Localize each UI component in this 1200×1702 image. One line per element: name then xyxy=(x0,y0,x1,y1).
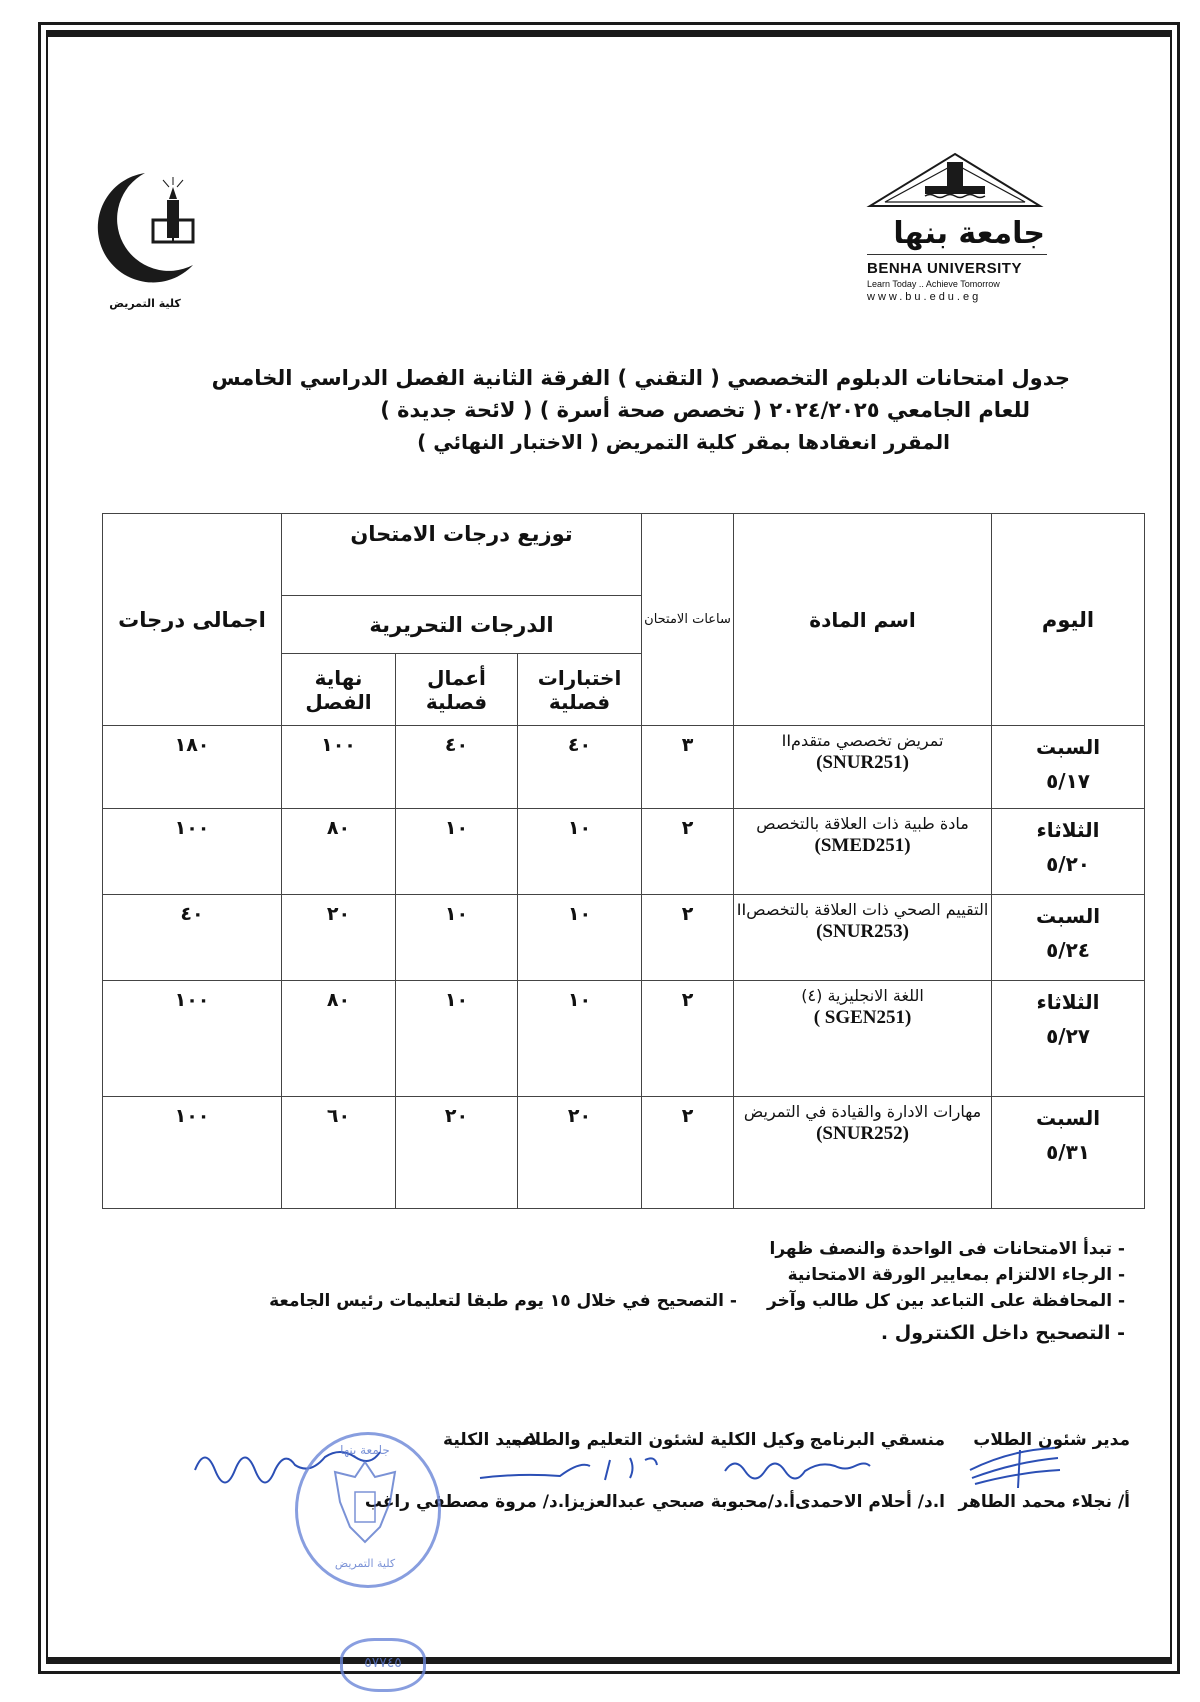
course-code: (SMED251) xyxy=(814,835,911,856)
title-line-3: المقرر انعقادها بمقر كلية التمريض ( الاختبار النهائي ) xyxy=(417,430,950,454)
final-cell: ٢٠ xyxy=(282,895,396,981)
note-text: - التصحيح في خلال ١٥ يوم طبقا لتعليمات رئيس الجامعة xyxy=(269,1291,737,1311)
header-distribution: توزيع درجات الامتحان xyxy=(282,514,642,596)
total-cell: ١٠٠ xyxy=(103,981,282,1097)
header-day: اليوم xyxy=(992,514,1145,726)
pyramid-emblem-icon xyxy=(845,150,1065,212)
periodic-tests-cell: ٤٠ xyxy=(518,726,642,809)
day-name: السبت xyxy=(1036,1106,1101,1130)
periodic-tests-cell: ١٠ xyxy=(518,895,642,981)
final-cell: ٨٠ xyxy=(282,981,396,1097)
signatory-name: أ/ نجلاء محمد الطاهر xyxy=(958,1492,1130,1512)
university-name-arabic: جامعة بنها xyxy=(893,216,1045,251)
university-website: www.bu.edu.eg xyxy=(867,291,982,303)
table-row xyxy=(103,1097,1145,1209)
subject-name: اللغة الانجليزية (٤) xyxy=(801,986,924,1005)
header-written: الدرجات التحريرية xyxy=(282,596,642,654)
exam-date: ٥/١٧ xyxy=(1046,769,1090,793)
total-cell: ١٠٠ xyxy=(103,809,282,895)
periodic-work-cell: ١٠ xyxy=(396,809,518,895)
hours-cell: ٢ xyxy=(642,895,734,981)
exam-date: ٥/٢٠ xyxy=(1046,852,1090,876)
header-subject: اسم المادة xyxy=(734,514,992,726)
day-cell xyxy=(992,1097,1145,1209)
day-cell xyxy=(992,726,1145,809)
periodic-work-cell: ١٠ xyxy=(396,981,518,1097)
crescent-book-icon xyxy=(75,165,215,290)
document-title-block xyxy=(150,362,1080,458)
hours-cell: ٢ xyxy=(642,809,734,895)
university-logo xyxy=(845,150,1065,303)
number-stamp: ٥٧٧٤٥ xyxy=(340,1638,426,1692)
header-periodic-tests: اختبارات فصلية xyxy=(518,654,642,726)
day-name: الثلاثاء xyxy=(1036,990,1100,1014)
faculty-logo-caption: كلية التمريض xyxy=(109,297,181,310)
course-code: (SNUR253) xyxy=(816,921,909,942)
hours-cell: ٢ xyxy=(642,1097,734,1209)
table-row xyxy=(103,809,1145,895)
subject-name: مهارات الادارة والقيادة في التمريض xyxy=(743,1102,982,1121)
table-row xyxy=(103,895,1145,981)
day-cell xyxy=(992,981,1145,1097)
final-cell: ١٠٠ xyxy=(282,726,396,809)
subject-name: تمريض تخصصي متقدمII xyxy=(781,731,944,750)
signatory-name: ا.د/ أحلام الاحمدى xyxy=(794,1492,945,1512)
subject-name: مادة طبية ذات العلاقة بالتخصص xyxy=(756,814,969,833)
signatory-name: أ.د/محبوبة صبحي عبدالعزيز xyxy=(568,1492,795,1512)
title-line-1: جدول امتحانات الدبلوم التخصصي ( التقني ) الفرقة الثانية الفصل الدراسي الخامس xyxy=(211,366,1070,390)
note-item: - التصحيح داخل الكنترول . xyxy=(880,1322,1125,1344)
logo-divider xyxy=(867,254,1047,255)
subject-cell xyxy=(734,726,992,809)
hours-cell: ٣ xyxy=(642,726,734,809)
day-name: السبت xyxy=(1036,735,1101,759)
handwritten-signature-icon xyxy=(470,1450,670,1490)
title-line-2: للعام الجامعي ٢٠٢٤/٢٠٢٥ ( تخصص صحة أسرة ) ( لائحة جديدة ) xyxy=(380,398,1030,422)
exam-date: ٥/٣١ xyxy=(1046,1140,1090,1164)
subject-cell xyxy=(734,981,992,1097)
exam-date: ٥/٢٧ xyxy=(1046,1024,1090,1048)
subject-cell xyxy=(734,895,992,981)
signature-title: مدير شئون الطلاب xyxy=(973,1430,1130,1450)
exam-date: ٥/٢٤ xyxy=(1046,938,1090,962)
day-cell xyxy=(992,895,1145,981)
total-cell: ١٠٠ xyxy=(103,1097,282,1209)
periodic-work-cell: ٢٠ xyxy=(396,1097,518,1209)
hours-cell: ٢ xyxy=(642,981,734,1097)
handwritten-signature-icon xyxy=(720,1446,890,1486)
signature-title: منسقي البرنامج xyxy=(809,1430,945,1450)
seal-bottom-text: كلية التمريض xyxy=(334,1557,396,1570)
day-cell xyxy=(992,809,1145,895)
periodic-tests-cell: ٢٠ xyxy=(518,1097,642,1209)
total-cell: ١٨٠ xyxy=(103,726,282,809)
university-tagline: Learn Today .. Achieve Tomorrow xyxy=(867,279,1000,289)
note-item: - الرجاء الالتزام بمعايير الورقة الامتحانية xyxy=(787,1265,1125,1285)
header-periodic-work: أعمال فصلية xyxy=(396,654,518,726)
subject-cell xyxy=(734,1097,992,1209)
course-code: ( SGEN251) xyxy=(813,1007,912,1028)
handwritten-signature-icon xyxy=(960,1440,1070,1490)
eagle-emblem-icon xyxy=(295,1432,435,1582)
seal-top-text: جامعة بنها xyxy=(340,1443,390,1457)
subject-cell xyxy=(734,809,992,895)
course-code: (SNUR251) xyxy=(816,752,909,773)
university-name-english: BENHA UNIVERSITY xyxy=(867,260,1022,277)
periodic-tests-cell: ١٠ xyxy=(518,981,642,1097)
official-seal-stamp xyxy=(295,1432,441,1588)
note-item: - تبدأ الامتحانات فى الواحدة والنصف ظهرا xyxy=(769,1239,1125,1259)
periodic-tests-cell: ١٠ xyxy=(518,809,642,895)
periodic-work-cell: ١٠ xyxy=(396,895,518,981)
periodic-work-cell: ٤٠ xyxy=(396,726,518,809)
note-item xyxy=(240,1288,1125,1314)
total-cell: ٤٠ xyxy=(103,895,282,981)
notes-block xyxy=(240,1236,1125,1346)
exam-schedule-table xyxy=(102,513,1145,1209)
table-row xyxy=(103,726,1145,809)
table-row xyxy=(103,981,1145,1097)
final-cell: ٦٠ xyxy=(282,1097,396,1209)
signature-title: وكيل الكلية لشئون التعليم والطلاب xyxy=(511,1430,805,1450)
signatory-name: ا.د/ مروة مصطفي راغب xyxy=(364,1492,570,1512)
final-cell: ٨٠ xyxy=(282,809,396,895)
note-text: - المحافظة على التباعد بين كل طالب وآخر xyxy=(766,1291,1125,1311)
course-code: (SNUR252) xyxy=(816,1123,909,1144)
header-hours: ساعات الامتحان xyxy=(642,514,734,726)
day-name: الثلاثاء xyxy=(1036,818,1100,842)
subject-name: التقييم الصحي ذات العلاقة بالتخصصII xyxy=(736,900,989,919)
header-final: نهاية الفصل xyxy=(282,654,396,726)
header-total: اجمالى درجات xyxy=(103,514,282,726)
day-name: السبت xyxy=(1036,904,1101,928)
faculty-logo xyxy=(75,165,215,310)
signature-title: عميد الكلية xyxy=(443,1430,535,1450)
